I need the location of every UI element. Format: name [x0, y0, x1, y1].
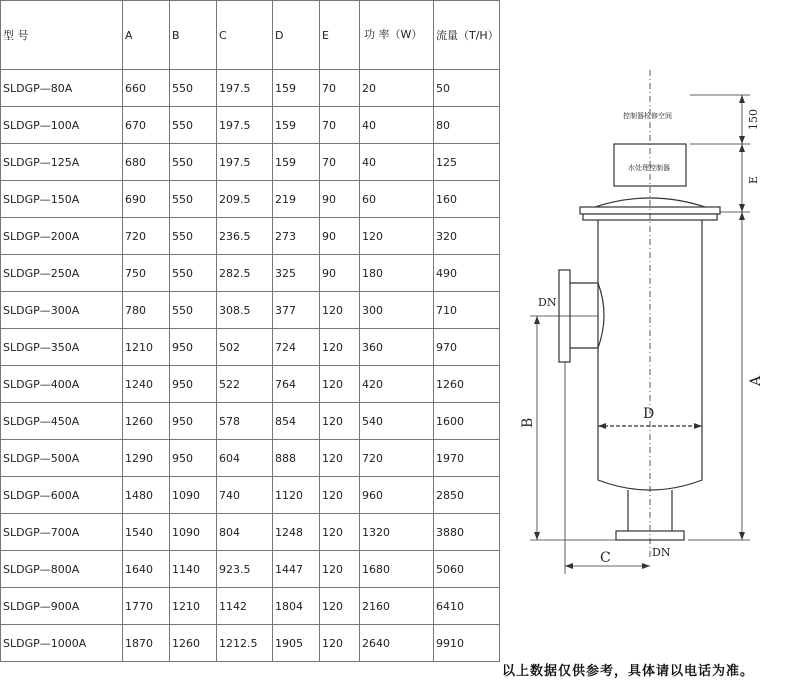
cell-c: 197.5	[217, 144, 273, 181]
cell-a: 1540	[123, 514, 170, 551]
cell-flow: 5060	[434, 551, 500, 588]
cell-d: 1804	[273, 588, 320, 625]
cell-a: 1240	[123, 366, 170, 403]
cell-power: 1320	[360, 514, 434, 551]
table-body	[1, 70, 500, 662]
cell-c: 282.5	[217, 255, 273, 292]
table-row	[1, 70, 500, 107]
cell-power: 360	[360, 329, 434, 366]
cell-b: 550	[170, 144, 217, 181]
cell-a: 1770	[123, 588, 170, 625]
cell-b: 550	[170, 255, 217, 292]
arrow-b-top	[534, 316, 540, 324]
cell-e: 70	[320, 70, 360, 107]
header-b: B	[170, 1, 217, 70]
label-service-space: 控制器检修空间	[623, 112, 672, 120]
arrow-e-bottom	[739, 204, 745, 212]
label-dim-e: E	[747, 175, 760, 184]
header-power: 功 率（W）	[360, 1, 434, 70]
cell-c: 197.5	[217, 70, 273, 107]
cell-model: SLDGP—700A	[1, 514, 123, 551]
arrow-c-right	[642, 563, 650, 569]
cell-e: 120	[320, 477, 360, 514]
cell-a: 690	[123, 181, 170, 218]
cell-d: 325	[273, 255, 320, 292]
cell-d: 1905	[273, 625, 320, 662]
cell-model: SLDGP—250A	[1, 255, 123, 292]
cell-c: 740	[217, 477, 273, 514]
cell-d: 1447	[273, 551, 320, 588]
cell-c: 923.5	[217, 551, 273, 588]
cell-model: SLDGP—1000A	[1, 625, 123, 662]
cell-e: 120	[320, 366, 360, 403]
arrow-d-right	[694, 423, 702, 429]
header-a: A	[123, 1, 170, 70]
cell-b: 1210	[170, 588, 217, 625]
cell-flow: 50	[434, 70, 500, 107]
cell-d: 159	[273, 144, 320, 181]
cell-d: 273	[273, 218, 320, 255]
cell-model: SLDGP—150A	[1, 181, 123, 218]
label-dim-b: B	[520, 417, 536, 428]
cell-d: 1248	[273, 514, 320, 551]
cell-c: 1212.5	[217, 625, 273, 662]
inlet-pipe	[570, 283, 604, 348]
cell-a: 1870	[123, 625, 170, 662]
cell-flow: 160	[434, 181, 500, 218]
filter-diagram	[520, 0, 800, 600]
cell-d: 377	[273, 292, 320, 329]
cell-e: 70	[320, 107, 360, 144]
cell-c: 236.5	[217, 218, 273, 255]
cell-flow: 710	[434, 292, 500, 329]
cell-flow: 320	[434, 218, 500, 255]
arrow-e-top	[739, 144, 745, 152]
cell-e: 120	[320, 625, 360, 662]
arrow-a-top	[739, 212, 745, 220]
label-dn-inlet: DN	[538, 296, 557, 309]
cell-power: 2160	[360, 588, 434, 625]
cell-a: 680	[123, 144, 170, 181]
cell-a: 670	[123, 107, 170, 144]
cell-b: 1140	[170, 551, 217, 588]
table-row	[1, 514, 500, 551]
cell-c: 578	[217, 403, 273, 440]
cell-d: 854	[273, 403, 320, 440]
label-dn-outlet: DN	[652, 546, 671, 559]
cell-flow: 3880	[434, 514, 500, 551]
cell-power: 540	[360, 403, 434, 440]
cell-e: 90	[320, 255, 360, 292]
table-row	[1, 588, 500, 625]
cell-a: 750	[123, 255, 170, 292]
header-e: E	[320, 1, 360, 70]
outlet-pipe	[628, 490, 672, 531]
label-dim-c: C	[600, 550, 611, 566]
cell-b: 550	[170, 70, 217, 107]
cell-power: 180	[360, 255, 434, 292]
cell-b: 1090	[170, 477, 217, 514]
table-row	[1, 625, 500, 662]
cell-model: SLDGP—600A	[1, 477, 123, 514]
cell-flow: 2850	[434, 477, 500, 514]
cell-b: 950	[170, 329, 217, 366]
cell-d: 724	[273, 329, 320, 366]
cell-e: 120	[320, 403, 360, 440]
cell-model: SLDGP—125A	[1, 144, 123, 181]
cell-c: 308.5	[217, 292, 273, 329]
cell-power: 40	[360, 144, 434, 181]
cell-b: 550	[170, 292, 217, 329]
label-controller: 水处理控制器	[628, 164, 670, 172]
cell-e: 120	[320, 514, 360, 551]
cell-b: 950	[170, 403, 217, 440]
table-row	[1, 329, 500, 366]
cell-flow: 970	[434, 329, 500, 366]
header-flow: 流量（T/H）	[434, 1, 500, 70]
cell-d: 764	[273, 366, 320, 403]
cell-flow: 1600	[434, 403, 500, 440]
cell-power: 20	[360, 70, 434, 107]
cell-power: 2640	[360, 625, 434, 662]
table-row	[1, 144, 500, 181]
cell-b: 950	[170, 440, 217, 477]
cell-model: SLDGP—900A	[1, 588, 123, 625]
cell-model: SLDGP—400A	[1, 366, 123, 403]
cell-model: SLDGP—100A	[1, 107, 123, 144]
cell-a: 780	[123, 292, 170, 329]
cell-e: 120	[320, 292, 360, 329]
cell-c: 522	[217, 366, 273, 403]
arrow-c-left	[565, 563, 573, 569]
table-row	[1, 255, 500, 292]
table-row	[1, 477, 500, 514]
cell-d: 1120	[273, 477, 320, 514]
table-row	[1, 181, 500, 218]
cell-model: SLDGP—450A	[1, 403, 123, 440]
cell-a: 1290	[123, 440, 170, 477]
cell-power: 960	[360, 477, 434, 514]
cell-model: SLDGP—800A	[1, 551, 123, 588]
cell-a: 1260	[123, 403, 170, 440]
cell-model: SLDGP—300A	[1, 292, 123, 329]
header-c: C	[217, 1, 273, 70]
arrow-b-bottom	[534, 532, 540, 540]
cell-power: 60	[360, 181, 434, 218]
cell-b: 550	[170, 107, 217, 144]
table-row	[1, 292, 500, 329]
cell-e: 120	[320, 588, 360, 625]
cell-c: 804	[217, 514, 273, 551]
label-dim-a: A	[748, 375, 764, 386]
cell-flow: 125	[434, 144, 500, 181]
cell-flow: 9910	[434, 625, 500, 662]
cell-power: 40	[360, 107, 434, 144]
footnote: 以上数据仅供参考，具体请以电话为准。	[502, 664, 755, 679]
cell-flow: 1260	[434, 366, 500, 403]
table-header-row	[1, 1, 500, 70]
cell-d: 159	[273, 107, 320, 144]
cell-e: 120	[320, 329, 360, 366]
cell-c: 604	[217, 440, 273, 477]
cell-e: 90	[320, 218, 360, 255]
cell-d: 159	[273, 70, 320, 107]
table-row	[1, 366, 500, 403]
cell-c: 502	[217, 329, 273, 366]
cell-a: 660	[123, 70, 170, 107]
cell-c: 1142	[217, 588, 273, 625]
cell-model: SLDGP—500A	[1, 440, 123, 477]
label-dim-150: 150	[747, 109, 760, 130]
arrow-d-left	[598, 423, 606, 429]
cell-c: 209.5	[217, 181, 273, 218]
cell-model: SLDGP—80A	[1, 70, 123, 107]
cell-model: SLDGP—350A	[1, 329, 123, 366]
cell-power: 720	[360, 440, 434, 477]
cell-b: 1090	[170, 514, 217, 551]
header-d: D	[273, 1, 320, 70]
table-row	[1, 218, 500, 255]
cell-b: 1260	[170, 625, 217, 662]
cell-a: 1480	[123, 477, 170, 514]
cell-b: 550	[170, 218, 217, 255]
cell-power: 120	[360, 218, 434, 255]
table-row	[1, 107, 500, 144]
header-model: 型 号	[1, 1, 123, 70]
cell-a: 720	[123, 218, 170, 255]
cell-c: 197.5	[217, 107, 273, 144]
table-row	[1, 551, 500, 588]
cell-power: 1680	[360, 551, 434, 588]
cell-flow: 6410	[434, 588, 500, 625]
cell-a: 1210	[123, 329, 170, 366]
cell-a: 1640	[123, 551, 170, 588]
cell-e: 70	[320, 144, 360, 181]
cell-d: 888	[273, 440, 320, 477]
arrow-a-bottom	[739, 532, 745, 540]
cell-b: 950	[170, 366, 217, 403]
cell-d: 219	[273, 181, 320, 218]
cell-b: 550	[170, 181, 217, 218]
cell-e: 90	[320, 181, 360, 218]
cell-power: 420	[360, 366, 434, 403]
cell-flow: 80	[434, 107, 500, 144]
cell-e: 120	[320, 440, 360, 477]
cell-power: 300	[360, 292, 434, 329]
top-flange	[580, 207, 720, 214]
cell-flow: 1970	[434, 440, 500, 477]
arrow-150-top	[739, 95, 745, 103]
cell-model: SLDGP—200A	[1, 218, 123, 255]
cell-flow: 490	[434, 255, 500, 292]
table-row	[1, 440, 500, 477]
label-dim-d: D	[643, 406, 655, 422]
cell-e: 120	[320, 551, 360, 588]
arrow-150-bottom	[739, 136, 745, 144]
table-row	[1, 403, 500, 440]
